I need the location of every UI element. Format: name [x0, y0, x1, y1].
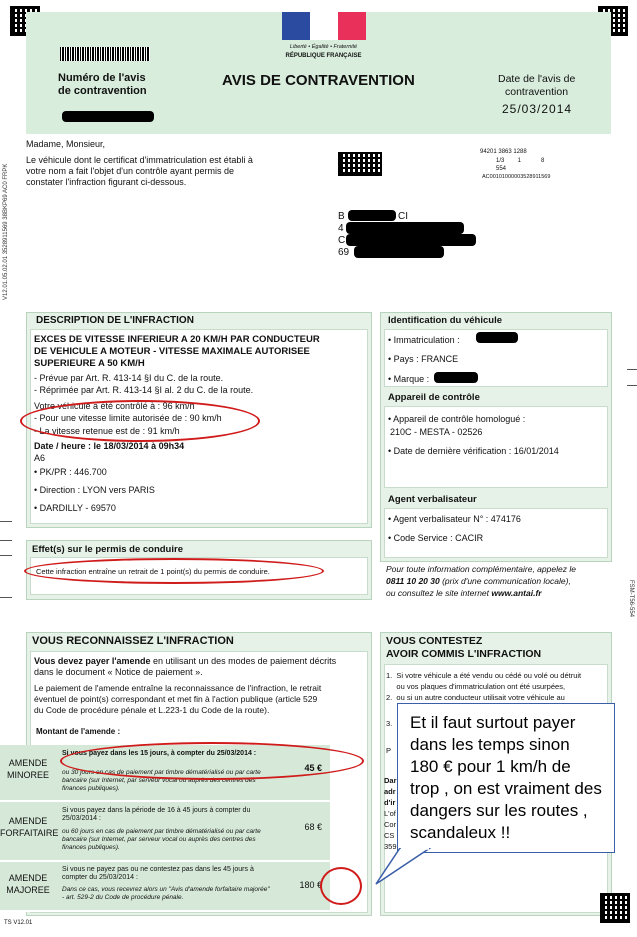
address-line1: B — [338, 211, 345, 222]
majoree-price-highlight-circle — [320, 867, 362, 905]
fold-mark-right-1 — [627, 369, 637, 370]
margin-code-right: FSM-T56-554 — [628, 580, 634, 618]
salutation: Madame, Monsieur, — [26, 139, 106, 149]
infraction-date-time: Date / heure : le 18/03/2014 à 09h34 — [34, 441, 185, 451]
infraction-pk: • PK/PR : 446.700 — [34, 467, 107, 477]
agent-num: Agent verbalisateur N° : 474176 — [393, 514, 521, 524]
reconnaissez-p1-line1 — [34, 656, 336, 667]
info-line2 — [386, 576, 571, 587]
amende-minoree-condition: Si vous payez dans les 15 jours, à compter du 25/03/2014 : — [62, 750, 257, 757]
contestez-frag-dar: Dar — [384, 776, 397, 785]
agent-row: • Agent verbalisateur N° : 474176 — [388, 514, 521, 524]
amende-majoree-condition: Si vous ne payez pas ou ne contestez pas dans les 45 jours à compter du 25/03/2014 : — [62, 866, 254, 881]
info-line3-text: ou consultez le site internet — [386, 588, 492, 598]
permis-title: Effet(s) sur le permis de conduire — [32, 544, 183, 555]
marianne-logo — [278, 12, 368, 42]
reconnaissez-p1-rest: en utilisant un des modes de paiement décrits — [150, 656, 337, 666]
infraction-main-line3: SUPERIEURE A 50 KM/H — [34, 358, 145, 369]
reconnaissez-p2-line3: du Code de procédure pénale et L.223-1 du Code de la route). — [34, 705, 270, 715]
verif-row: • Date de dernière vérification : 16/01/2014 — [388, 446, 559, 456]
reconnaissez-p1-bold: Vous devez payer l'amende — [34, 656, 151, 666]
reconnaissez-p2-line2: éventuel de point(s) correspondant et met fin à l'action publique (article 529 — [34, 694, 318, 704]
contestez-frag-359: 359 — [384, 842, 397, 851]
ref-line2: 1/3 1 8 — [496, 158, 545, 164]
infraction-road: A6 — [34, 453, 46, 463]
amende-majoree-price: 180 € — [299, 880, 322, 890]
qr-code-bottom-right — [600, 893, 630, 923]
republic-name: RÉPUBLIQUE FRANÇAISE — [285, 53, 362, 59]
ref-line4: AC001010000035289115​69 — [482, 174, 551, 180]
homologue-row: • Appareil de contrôle homologué : — [388, 414, 526, 424]
contestez-item1-line1: 1. Si votre véhicule a été vendu ou cédé ou volé ou détruit — [386, 671, 582, 680]
verif-text: Date de dernière vérification : 16/01/2014 — [393, 446, 559, 456]
montant-label: Montant de l'amende : — [36, 727, 121, 736]
margin-code-left-top: V12.01.05.02.01 3528911569 38BKP69 AC0 FRPK — [3, 163, 9, 300]
infraction-commune: • DARDILLY - 69570 — [34, 503, 116, 513]
header-barcode — [60, 47, 150, 61]
infraction-main-line1: EXCES DE VITESSE INFERIEUR A 20 KM/H PAR CONDUCTEUR — [34, 334, 320, 345]
numero-label-line1: Numéro de l'avis — [58, 72, 146, 84]
contestez-frag-cor: Cor — [384, 820, 397, 829]
fold-mark-left-3 — [0, 555, 12, 556]
address-redaction-3 — [346, 234, 476, 246]
permis-text: Cette infraction entraîne un retrait de 1 point(s) du permis de conduire. — [36, 567, 270, 576]
agent-title: Agent verbalisateur — [388, 494, 477, 505]
homologue-value: 210C - MESTA - 02526 — [390, 427, 483, 437]
reconnaissez-p1-line2: dans le document « Notice de paiement ». — [34, 667, 203, 677]
info-line3 — [386, 588, 542, 599]
address-redaction-4 — [354, 246, 444, 258]
contestez-frag-cs: CS — [384, 831, 395, 840]
contestez-frag-dir: d'ir — [384, 798, 396, 807]
marque-redaction — [434, 372, 478, 383]
infraction-commune-text: DARDILLY - 69570 — [39, 503, 116, 513]
vehicule-title: Identification du véhicule — [388, 315, 503, 326]
address-redaction-1 — [348, 210, 396, 221]
datamatrix-code — [338, 152, 382, 176]
intro-line2: votre nom a fait l'objet d'un contrôle ayant permis de — [26, 166, 235, 176]
amende-majoree-label1: AMENDE — [8, 873, 48, 883]
fold-mark-left-2 — [0, 540, 12, 541]
ref-line3: 554 — [496, 166, 507, 172]
callout-tail — [372, 848, 442, 888]
infraction-title: DESCRIPTION DE L'INFRACTION — [36, 315, 194, 326]
amende-minoree-detail: ou 30 jours en cas de paiement par timbre dématérialisé ou par carte bancaire (sur Internet, par serveur vocal ou auprès des centres des finances publiques). — [62, 769, 261, 792]
republic-motto: Liberté • Égalité • Fraternité — [289, 44, 358, 50]
amende-forfaitaire-label2: FORFAITAIRE — [0, 828, 59, 838]
marque-label: Marque : — [393, 374, 430, 384]
date-value: 25/03/2014 — [502, 102, 573, 116]
pays-text: Pays : FRANCE — [393, 354, 459, 364]
speed-measured: Votre véhicule a été contrôlé à : 96 km/h — [34, 401, 195, 411]
code-service: Code Service : CACIR — [393, 533, 484, 543]
contestez-frag-3: 3. — [386, 719, 393, 728]
immat-row: • Immatriculation : — [388, 335, 460, 345]
permis-highlight-ellipse — [24, 558, 324, 584]
reconnaissez-title: VOUS RECONNAISSEZ L'INFRACTION — [32, 635, 234, 647]
speed-highlight-ellipse — [20, 400, 260, 442]
address-line1b: CI — [398, 211, 408, 222]
amende-row-forfaitaire — [0, 802, 330, 862]
fold-mark-left-4 — [0, 597, 12, 598]
service-row: • Code Service : CACIR — [388, 533, 484, 543]
marque-row: • Marque : — [388, 374, 430, 384]
pays-row: • Pays : FRANCE — [388, 354, 459, 364]
amende-forfaitaire-detail: ou 60 jours en cas de paiement par timbre dématérialisé ou par carte bancaire (sur Internet, par serveur vocal ou auprès des centres des finances publiques). — [62, 828, 261, 851]
minoree-highlight-ellipse — [60, 742, 364, 780]
date-label-line2: contravention — [505, 86, 569, 98]
intro-line3: constater l'infraction figurant ci-dessous. — [26, 177, 187, 187]
fold-mark-right-2 — [627, 385, 637, 386]
date-label-line1: Date de l'avis de — [498, 73, 576, 85]
numero-redaction — [62, 111, 154, 122]
amende-majoree-label2: MAJOREE — [6, 885, 50, 895]
contestez-frag-p: P — [386, 746, 392, 755]
appareil-title: Appareil de contrôle — [388, 392, 480, 403]
infraction-direction-text: Direction : LYON vers PARIS — [39, 485, 155, 495]
annotation-callout — [397, 703, 615, 853]
contestez-item2-line1: 2. ou si un autre conducteur utilisait votre véhicule au — [386, 693, 565, 702]
fold-mark-left-1 — [0, 521, 12, 522]
contestez-title-line2: AVOIR COMMIS L'INFRACTION — [386, 648, 542, 660]
speed-retained: - La vitesse retenue est de : 91 km/h — [34, 426, 180, 436]
numero-label-line2: de contravention — [58, 85, 147, 97]
immat-label: Immatriculation : — [393, 335, 460, 345]
homologue-label: Appareil de contrôle homologué : — [393, 414, 526, 424]
infraction-prevue: - Prévue par Art. R. 413-14 §I du C. de la route. — [34, 373, 224, 383]
reconnaissez-p2-line1: Le paiement de l'amende entraîne la reconnaissance de l'infraction, le retrait — [34, 683, 322, 693]
page-title: AVIS DE CONTRAVENTION — [222, 72, 415, 89]
contestez-frag-adr: adr — [384, 787, 396, 796]
infraction-direction: • Direction : LYON vers PARIS — [34, 485, 155, 495]
address-line4: 69 — [338, 247, 350, 258]
annotation-callout-text: Et il faut surtout payer dans les temps sinon 180 € pour 1 km/h de trop , on est vraiment des dangers sur les routes , scandaleux !! — [410, 713, 602, 842]
ref-line1: 94201 3863 1288 — [480, 149, 527, 155]
amende-minoree-price: 45 € — [304, 763, 322, 773]
amende-forfaitaire-price: 68 € — [304, 822, 322, 832]
contestez-title-line1: VOUS CONTESTEZ — [386, 635, 483, 647]
info-line1: Pour toute information complémentaire, appelez le — [386, 564, 576, 574]
info-website-link[interactable]: www.antai.fr — [491, 588, 542, 598]
amende-minoree-label1: AMENDE — [8, 758, 48, 768]
contestez-item1-line2: ou vos plaques d'immatriculation ont été usurpées, — [386, 682, 566, 691]
address-line2: 4 — [338, 223, 344, 234]
amende-forfaitaire-condition: Si vous payez dans la période de 16 à 45 jours à compter du 25/03/2014 : — [62, 807, 251, 822]
intro-line1: Le véhicule dont le certificat d'immatriculation est établi à — [26, 155, 253, 165]
info-line2-text: (prix d'une communication locale), — [439, 576, 571, 586]
address-line3: C — [338, 235, 346, 246]
infraction-reprimee: - Réprimée par Art. R. 413-14 §I al. 2 du C. de la route. — [34, 385, 254, 395]
amende-majoree-detail: Dans ce cas, vous recevrez alors un "Avis d'amende forfaitaire majorée" - art. 529-2 du Code de procédure pénale. — [62, 886, 270, 901]
infraction-main-line2: DE VEHICULE A MOTEUR - VITESSE MAXIMALE AUTORISEE — [34, 346, 310, 357]
contestez-frag-of: L'of — [384, 809, 396, 818]
address-redaction-2 — [346, 222, 464, 234]
amende-row-majoree — [0, 862, 330, 912]
immat-redaction — [476, 332, 518, 343]
footer-version: TS V12.01 — [4, 920, 33, 926]
speed-limit: - Pour une vitesse limite autorisée de : 90 km/h — [34, 413, 222, 423]
amende-forfaitaire-label1: AMENDE — [8, 816, 48, 826]
amende-minoree-label2: MINOREE — [6, 770, 49, 780]
info-phone: 0811 10 20 30 — [386, 576, 440, 586]
infraction-pk-text: PK/PR : 446.700 — [39, 467, 107, 477]
